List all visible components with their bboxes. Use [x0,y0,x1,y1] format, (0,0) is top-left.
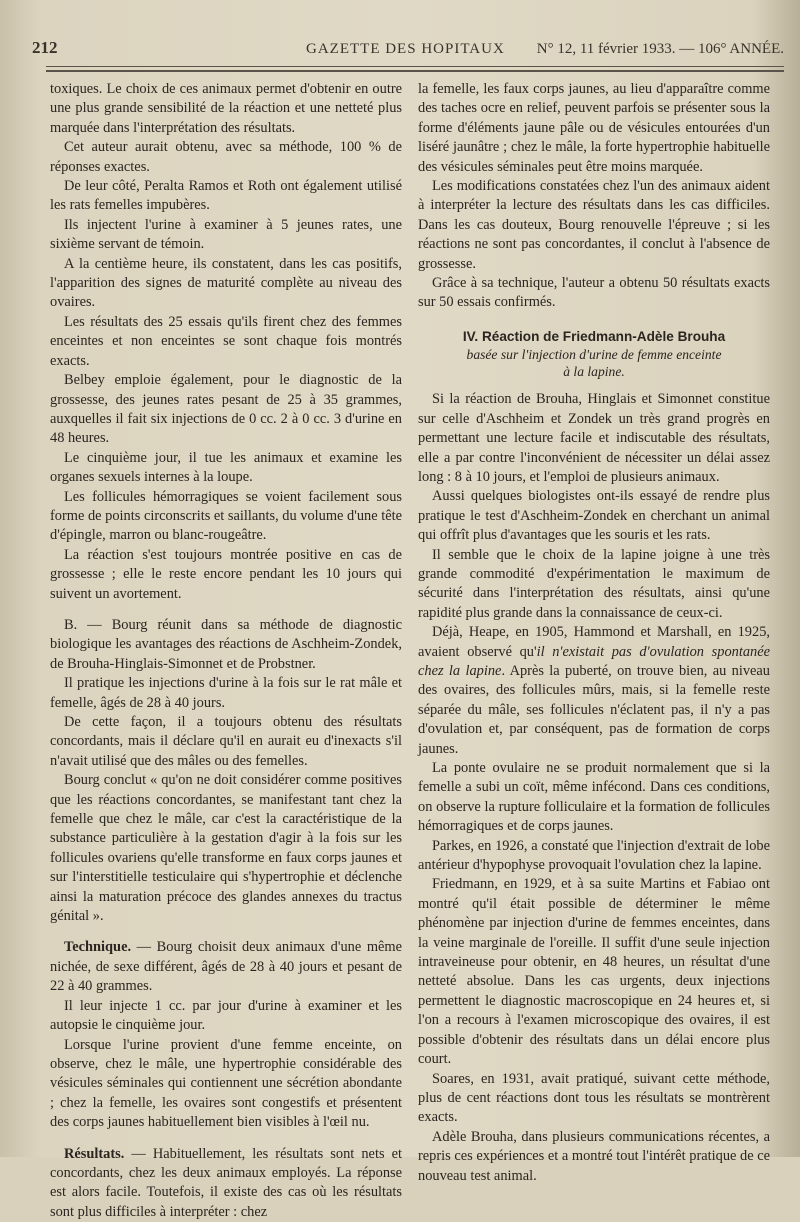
running-header [32,38,784,62]
paragraph: Parkes, en 1926, a constaté que l'injection d'extrait de lobe antérieur d'hypophyse provoquait l'ovulation chez la lapine. [418,837,770,874]
paragraph: Grâce à sa technique, l'auteur a obtenu 50 résultats exacts sur 50 essais confirmés. [418,275,770,311]
issue-info: N° 12, 11 février 1933. — 106° ANNÉE. [536,41,784,57]
section-subtitle: basée sur l'injection d'urine de femme enceinte [466,347,722,363]
run-in-heading: Technique. [64,939,132,956]
section-heading [418,327,770,380]
run-in-heading: Résultats. [64,1145,125,1162]
paragraph: Belbey emploie également, pour le diagnostic de la grossesse, des jeunes rates pesant de 25 à 35 grammes, auxquelles il fait six injections de 0 cc. 2 à 0 cc. 3 d'urine en 48 heures. [50,372,402,447]
paragraph: Cet auteur aurait obtenu, avec sa méthode, 100 % de réponses exactes. [50,139,402,175]
paragraph: Il semble que le choix de la lapine joigne à une très grande commodité d'expérimentation le maximum de sécurité dans l'interprétation des résultats, ainsi qu'une rapidité plus grande dans la connaissance de ceux-ci. [418,546,770,621]
right-column [418,80,770,1186]
paragraph: Lorsque l'urine provient d'une femme enceinte, on observe, chez le mâle, une hypertrophie considérable des vésicules séminales qui contiennent une sécrétion abondante ; chez la femelle, les ovaires sont congestifs et présentent des corps jaunes habituellement bien visibles à l'œil nu. [50,1036,402,1131]
section-title: IV. Réaction de Friedmann-Adèle Brouha [462,328,726,344]
paragraph: toxiques. Le choix de ces animaux permet d'obtenir en outre une plus grande sensibilité de la réaction et une netteté plus marquée dans l'interprétation des résultats. [50,81,402,136]
paragraph: La ponte ovulaire ne se produit normalement que si la femelle a subi un coït, même infécond. Dans ces conditions, on observe la rupture folliculaire et la formation de follicules hémorragiques et de corps jaunes. [418,760,770,835]
paragraph: Aussi quelques biologistes ont-ils essayé de rendre plus pratique le test d'Aschheim-Zondek en cherchant un animal qui offrît plus d'avantages que les souris et les rats. [418,488,770,544]
paragraph: De leur côté, Peralta Ramos et Roth ont également utilisé les rats femelles impubères. [50,178,402,214]
paragraph: La réaction s'est toujours montrée positive en cas de grossesse ; elle le reste encore pendant les 10 jours qui suivent un avortement. [50,546,402,602]
paragraph: Il pratique les injections d'urine à la fois sur le rat mâle et femelle, âgés de 28 à 40 jours. [50,675,402,711]
left-column [50,80,402,1222]
paragraph: la femelle, les faux corps jaunes, au lieu d'apparaître comme des taches ocre en relief, peuvent parfois se présenter sous la forme d'éléments jaune pâle ou de vésicules entourées d'un liséré jaunâtre ; chez le mâle, la forte hypertrophie habituelle des vésicules séminales peut être moins marquée. [418,81,770,175]
paragraph [50,938,402,996]
italic-phrase: il n'existait pas d'ovulation spontanée chez la lapine [418,643,770,679]
page-number: 212 [32,38,58,57]
paragraph: A la centième heure, ils constatent, dans les cas positifs, l'apparition des signes de maturité complète au niveau des ovaires. [50,255,402,311]
paragraph-text: — Habituellement, les résultats sont nets et concordants, chez les deux animaux employés. La réponse est alors facile. Toutefois, il existe des cas où les résultats sont plus difficiles à interpréter : chez [50,1145,402,1220]
paragraph: Soares, en 1931, avait pratiqué, suivant cette méthode, plus de cent réactions dont tous les résultats se montrèrent exacts. [418,1070,770,1126]
section-subtitle: à la lapine. [563,364,625,380]
paragraph: B. — Bourg réunit dans sa méthode de diagnostic biologique les avantages des réactions de Aschheim-Zondek, de Brouha-Hinglais-Simonnet et de Probstner. [50,616,402,672]
paragraph-text: Déjà, Heape, en 1905, Hammond et Marshall, en 1925, avaient observé qu' [418,624,770,660]
journal-title: GAZETTE DES HOPITAUX [306,41,505,57]
header-rule-thick [46,70,784,72]
paragraph: De cette façon, il a toujours obtenu des résultats concordants, mais il déclare qu'il en aurait eu d'inexacts s'il n'avait utilisé que des mâles ou des femelles. [50,714,402,769]
paragraph: Les modifications constatées chez l'un des animaux aident à interpréter la lecture des résultats dans les cas difficiles. Dans les cas douteux, Bourg renouvelle l'épreuve ; si les réactions ne sont pas concordantes, il conclut à l'absence de grossesse. [418,178,770,272]
paragraph [50,1145,402,1222]
paragraph: Les résultats des 25 essais qu'ils firent chez des femmes enceintes et non enceintes se sont chaque fois montrés exacts. [50,313,402,369]
paragraph: Le cinquième jour, il tue les animaux et examine les organes sexuels internes à la loupe. [50,449,402,486]
paragraph: Il leur injecte 1 cc. par jour d'urine à examiner et les autopsie le cinquième jour. [50,997,402,1034]
paragraph: Friedmann, en 1929, et à sa suite Martins et Fabiao ont montré qu'il était possible de déterminer le même phénomène par injection d'urine de femmes enceintes, dans la veine marginale de l'oreille. Il suffit d'une seule injection intraveineuse pour obtenir, en 48 heures, un résultat d'une netteté absolue. Dans les cas urgents, deux injections permettent le diagnostic macroscopique en 24 heures et, si l'on a recours à l'examen microscopique des ovaires, il est possible d'obtenir des résultats dans un délai encore plus court. [418,876,770,1068]
paragraph [418,623,770,759]
header-rule [46,66,784,67]
paragraph: Ils injectent l'urine à examiner à 5 jeunes rates, une sixième servant de témoin. [50,216,402,253]
paragraph: Bourg conclut « qu'on ne doit considérer comme positives que les réactions concordantes, se manifestant tant chez la femelle que chez le mâle, car c'est la caractéristique de la substance particulière à la gestation d'agir à la fois sur les follicules ovariens qu'elle transforme en faux corps jaunes et sur l'interstitielle testiculaire qui s'hypertrophie et déclenche ainsi la maturation précoce des glandes annexes du tractus génital ». [50,772,402,925]
paragraph: Les follicules hémorragiques se voient facilement sous forme de points circonscrits et saillants, du volume d'une tête d'épingle, marron ou blanc-rougeâtre. [50,488,402,544]
paragraph: Adèle Brouha, dans plusieurs communications récentes, a repris ces expériences et a montré tout l'intérêt pratique de ce nouveau test animal. [418,1128,770,1184]
paragraph-text: — Bourg choisit deux animaux d'une même nichée, de sexe différent, âgés de 28 à 40 jours et pesant de 22 à 40 grammes. [50,939,402,995]
paragraph-text: . Après la puberté, on trouve bien, au niveau des ovaires, des follicules mûrs, mais, si la femelle reste séparée du mâle, ses follicules n'éclatent pas, il n'y a pas d'ovulation et, par conséquent, pas de formation de corps jaunes. [418,662,770,757]
paragraph: Si la réaction de Brouha, Hinglais et Simonnet constitue sur celle d'Aschheim et Zondek un très grand progrès en permettant une lecture facile et indiscutable des résultats, elle a par contre l'inconvénient de nécessiter un délai assez long : 8 à 10 jours, et l'emploi de plusieurs animaux. [418,391,770,485]
